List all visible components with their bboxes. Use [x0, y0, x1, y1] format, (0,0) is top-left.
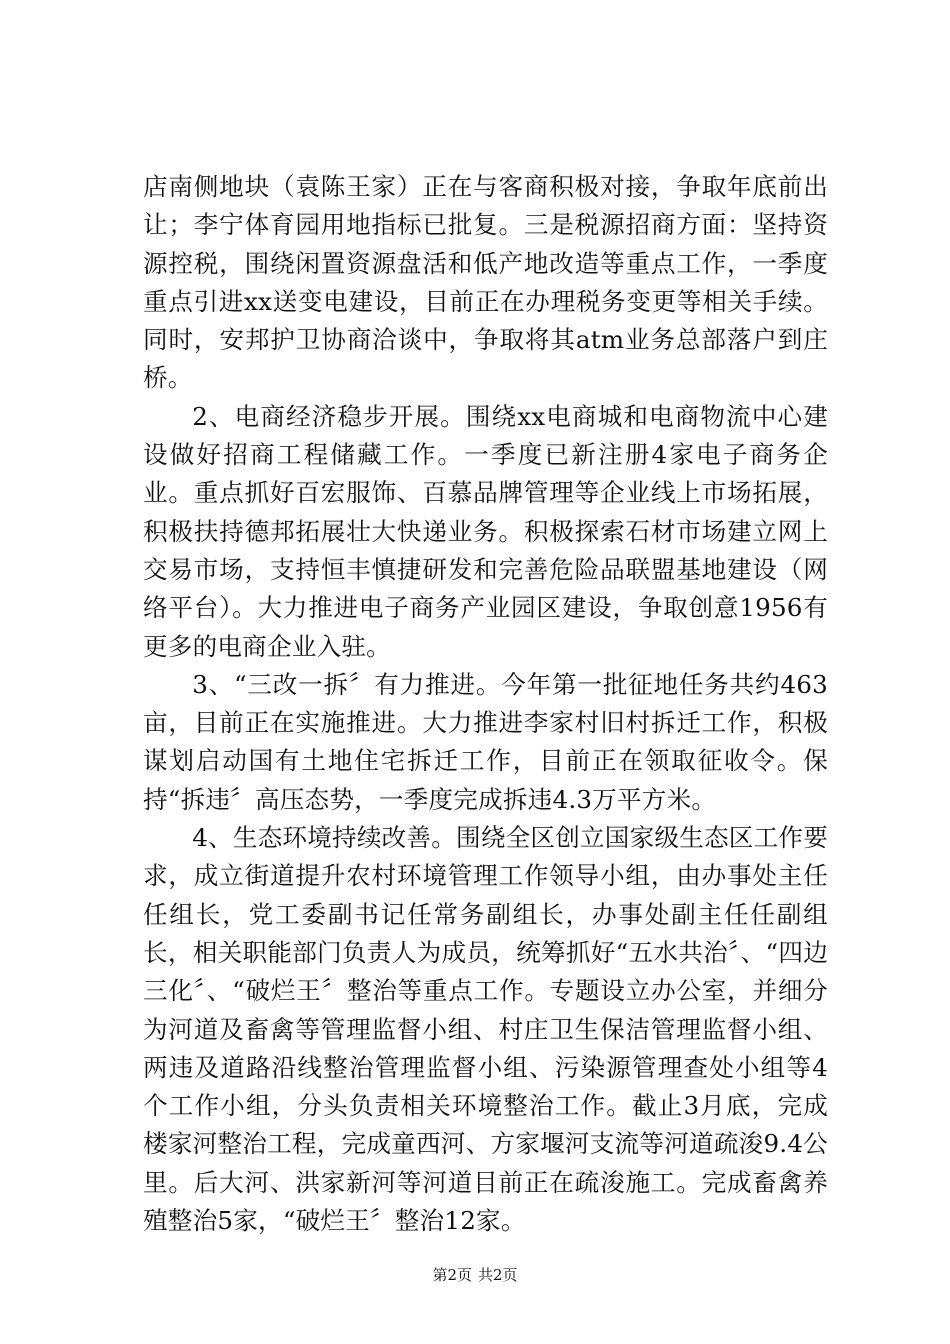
- paragraph-continuation: 店南侧地块（袁陈王家）正在与客商积极对接，争取年底前出让；李宁体育园用地指标已批复。三是税源招商方面：坚持资源控税，围绕闲置资源盘活和低产地改造等重点工作，一季度重点引进xx送变电建设，目前正在办理税务变更等相关手续。同时，安邦护卫协商洽谈中，争取将其atm业务总部落户到庄桥。: [143, 172, 828, 393]
- paragraph-demolition: 3、“三改一拆〞有力推进。今年第一批征地任务共约463亩，目前正在实施推进。大力推进李家村旧村拆迁工作，积极谋划启动国有土地住宅拆迁工作，目前正在领取征收令。保持“拆违〞高压态势，一季度完成拆违4.3万平方米。: [143, 669, 828, 814]
- paragraph-environment: 4、生态环境持续改善。围绕全区创立国家级生态区工作要求，成立街道提升农村环境管理工作领导小组，由办事处主任任组长，党工委副书记任常务副组长，办事处副主任任副组长，相关职能部门负责人为成员，统筹抓好“五水共治〞、“四边三化〞、“破烂王〞整治等重点工作。专题设立办公室，并细分为河道及畜禽等管理监督小组、村庄卫生保洁管理监督小组、两违及道路沿线整治管理监督小组、污染源管理查处小组等4个工作小组，分头负责相关环境整治工作。截止3月底，完成楼家河整治工程，完成童西河、方家堰河支流等河道疏浚9.4公里。后大河、洪家新河等河道目前正在疏浚施工。完成畜禽养殖整治5家，“破烂王〞整治12家。: [143, 823, 828, 1236]
- paragraph-ecommerce: 2、电商经济稳步开展。围绕xx电商城和电商物流中心建设做好招商工程储藏工作。一季度已新注册4家电子商务企业。重点抓好百宏服饰、百慕品牌管理等企业线上市场拓展，积极扶持德邦拓展壮大快递业务。积极探索石材市场建立网上交易市场，支持恒丰慎捷研发和完善危险品联盟基地建设（网络平台）。大力推进电子商务产业园区建设，争取创意1956有更多的电商企业入驻。: [143, 401, 828, 661]
- page-total: 共2页: [478, 1266, 518, 1284]
- document-body: [143, 168, 828, 1240]
- page-footer: [0, 1265, 950, 1285]
- page-number: 第2页: [432, 1266, 472, 1284]
